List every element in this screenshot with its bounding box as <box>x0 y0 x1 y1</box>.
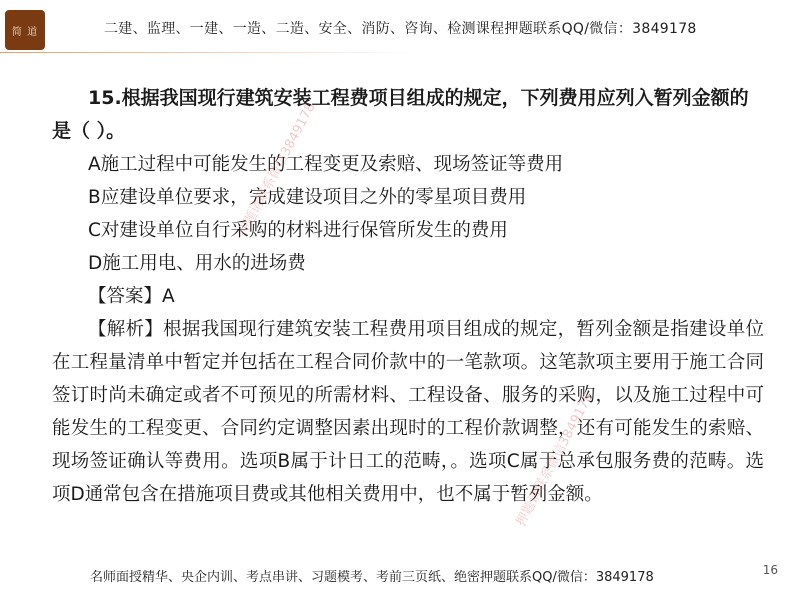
watermark-top: 押题请联系微信3849178 <box>235 100 319 239</box>
header-contact-line: 二建、监理、一建、一造、二造、安全、消防、咨询、检测课程押题联系QQ/微信：3849178 <box>104 21 697 37</box>
header-divider <box>0 52 420 53</box>
option-d: D施工用电、用水的进场费 <box>88 253 306 274</box>
answer-line: 【答案】A <box>88 286 175 307</box>
page-number: 16 <box>762 563 778 577</box>
option-c: C对建设单位自行采购的材料进行保管所发生的费用 <box>88 220 508 241</box>
question-stem: 15.根据我国现行建筑安装工程费项目组成的规定，下列费用应列入暂列金额的是（ ）。 <box>52 87 749 142</box>
question-block <box>52 82 764 511</box>
analysis-paragraph: 【解析】根据我国现行建筑安装工程费用项目组成的规定，暂列金额是指建设单位在工程量清单中暂定并包括在工程合同价款中的一笔款项。这笔款项主要用于施工合同签订时尚未确定或者不可预见的所需材料、工程设备、服务的采购，以及施工过程中可能发生的工程变更、合同约定调整因素出现时的工程价款调整，还有可能发生的索赔、现场签证确认等费用。选项B属于计日工的范畴，。选项C属于总承包服务费的范畴。选项D通常包含在措施项目费或其他相关费用中，也不属于暂列金额。 <box>52 319 764 505</box>
logo-text: 简 道 <box>11 26 39 38</box>
watermark-bottom: 押题请联系微信3849178 <box>513 390 597 529</box>
brand-logo <box>5 10 45 50</box>
option-b: B应建设单位要求，完成建设项目之外的零星项目费用 <box>88 187 527 208</box>
footer-promo-line: 名师面授精华、央企内训、考点串讲、习题模考、考前三页纸、绝密押题联系QQ/微信：3849178 <box>90 570 654 585</box>
option-a: A施工过程中可能发生的工程变更及索赔、现场签证等费用 <box>88 154 564 175</box>
page-header <box>0 0 800 58</box>
